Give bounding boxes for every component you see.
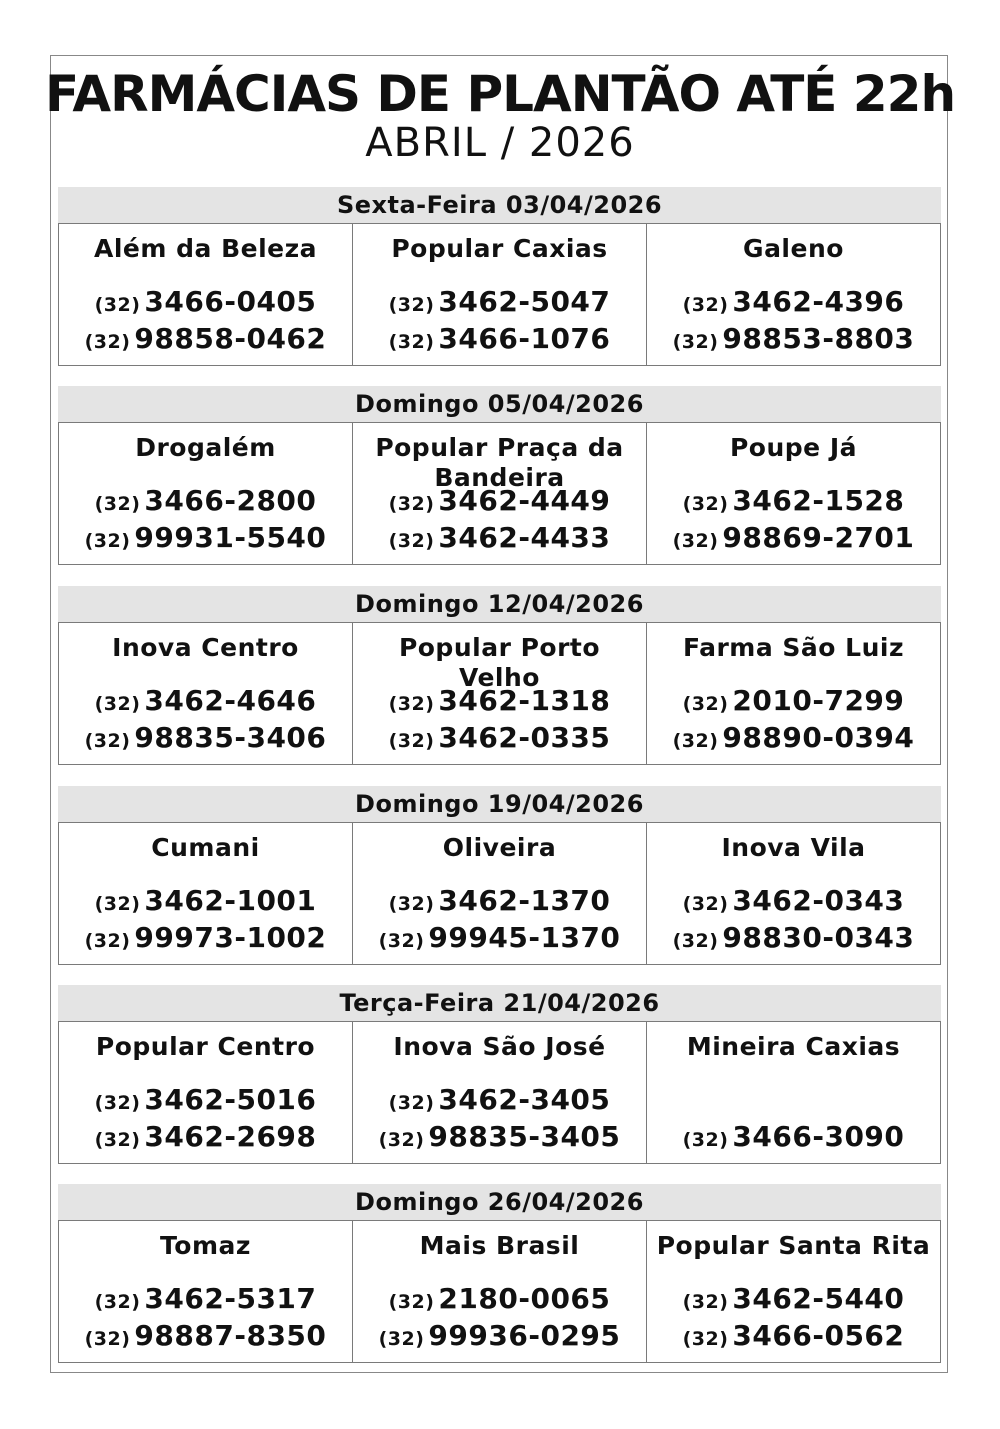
area-code: (32) bbox=[388, 294, 435, 316]
phone-digits: 3462-2698 bbox=[144, 1120, 317, 1153]
pharmacy-name: Popular Praça da Bandeira bbox=[375, 433, 624, 492]
day-section bbox=[58, 386, 941, 565]
pharmacy-name: Além da Beleza bbox=[93, 234, 318, 263]
phone-list bbox=[353, 285, 646, 359]
area-code: (32) bbox=[388, 1291, 435, 1313]
phone-number bbox=[353, 721, 646, 758]
phone-digits: 98869-2701 bbox=[722, 521, 915, 554]
pharmacy-name: Popular Porto Velho bbox=[398, 633, 601, 692]
area-code: (32) bbox=[682, 1291, 729, 1313]
phone-digits: 98835-3405 bbox=[428, 1120, 621, 1153]
page-subtitle: ABRIL / 2026 bbox=[365, 120, 635, 166]
day-section bbox=[58, 786, 941, 965]
area-code: (32) bbox=[94, 693, 141, 715]
phone-digits: 3462-5016 bbox=[144, 1083, 317, 1116]
phone-number bbox=[353, 285, 646, 322]
area-code: (32) bbox=[388, 730, 435, 752]
area-code: (32) bbox=[84, 1328, 131, 1350]
pharmacy-name: Tomaz bbox=[160, 1231, 251, 1260]
pharmacy-card bbox=[353, 224, 647, 365]
phone-number bbox=[647, 285, 940, 322]
phone-digits: 98887-8350 bbox=[134, 1319, 327, 1352]
area-code: (32) bbox=[672, 331, 719, 353]
pharmacy-card bbox=[647, 823, 940, 964]
phone-list bbox=[59, 484, 352, 558]
day-section bbox=[58, 985, 941, 1164]
phone-list bbox=[59, 884, 352, 958]
phone-digits: 3462-1528 bbox=[732, 484, 905, 517]
phone-digits: 3462-0335 bbox=[438, 721, 611, 754]
area-code: (32) bbox=[388, 530, 435, 552]
day-header: Domingo 12/04/2026 bbox=[58, 586, 941, 622]
phone-number bbox=[59, 521, 352, 558]
phone-digits: 99936-0295 bbox=[428, 1319, 621, 1352]
area-code: (32) bbox=[388, 493, 435, 515]
area-code: (32) bbox=[94, 493, 141, 515]
phone-digits: 3462-4396 bbox=[732, 285, 905, 318]
day-header: Domingo 19/04/2026 bbox=[58, 786, 941, 822]
phone-digits: 99945-1370 bbox=[428, 921, 621, 954]
phone-digits: 98858-0462 bbox=[134, 322, 327, 355]
phone-digits: 99973-1002 bbox=[134, 921, 327, 954]
phone-digits: 3466-1076 bbox=[438, 322, 611, 355]
phone-digits: 3462-3405 bbox=[438, 1083, 611, 1116]
area-code: (32) bbox=[84, 730, 131, 752]
area-code: (32) bbox=[388, 893, 435, 915]
pharmacy-name: Farma São Luiz bbox=[682, 633, 905, 662]
phone-number bbox=[647, 484, 940, 521]
pharmacy-card bbox=[353, 423, 647, 564]
phone-digits: 2010-7299 bbox=[732, 684, 905, 717]
area-code: (32) bbox=[388, 1092, 435, 1114]
area-code: (32) bbox=[94, 1129, 141, 1151]
day-section bbox=[58, 586, 941, 765]
phone-list bbox=[59, 1282, 352, 1356]
phone-number bbox=[353, 1083, 646, 1120]
area-code: (32) bbox=[378, 1129, 425, 1151]
pharmacy-name: Mineira Caxias bbox=[686, 1032, 901, 1061]
pharmacy-card bbox=[647, 423, 940, 564]
pharmacy-card bbox=[59, 423, 353, 564]
phone-number bbox=[647, 921, 940, 958]
phone-number bbox=[647, 721, 940, 758]
pharmacy-card bbox=[59, 623, 353, 764]
phone-number bbox=[59, 721, 352, 758]
phone-digits: 3462-1370 bbox=[438, 884, 611, 917]
phone-digits: 3462-5317 bbox=[144, 1282, 317, 1315]
phone-number bbox=[59, 1120, 352, 1157]
day-header: Terça-Feira 21/04/2026 bbox=[58, 985, 941, 1021]
phone-number bbox=[59, 285, 352, 322]
pharmacy-name: Inova São José bbox=[393, 1032, 606, 1061]
pharmacy-name: Popular Centro bbox=[95, 1032, 316, 1061]
phone-number bbox=[59, 484, 352, 521]
phone-digits: 3462-1001 bbox=[144, 884, 317, 917]
phone-list bbox=[647, 285, 940, 359]
phone-digits: 3466-3090 bbox=[732, 1120, 905, 1153]
phone-number bbox=[59, 1319, 352, 1356]
phone-number bbox=[59, 684, 352, 721]
area-code: (32) bbox=[682, 693, 729, 715]
phone-number bbox=[59, 1282, 352, 1319]
area-code: (32) bbox=[682, 493, 729, 515]
area-code: (32) bbox=[94, 893, 141, 915]
phone-digits: 98853-8803 bbox=[722, 322, 915, 355]
phone-digits: 2180-0065 bbox=[438, 1282, 611, 1315]
pharmacy-card bbox=[353, 1022, 647, 1163]
pharmacy-card bbox=[59, 1022, 353, 1163]
pharmacy-name: Inova Vila bbox=[721, 833, 866, 862]
phone-number bbox=[353, 1282, 646, 1319]
phone-list bbox=[647, 484, 940, 558]
area-code: (32) bbox=[672, 730, 719, 752]
phone-digits: 98835-3406 bbox=[134, 721, 327, 754]
phone-digits: 3462-4433 bbox=[438, 521, 611, 554]
pharmacy-card bbox=[59, 224, 353, 365]
phone-number bbox=[353, 884, 646, 921]
phone-list bbox=[353, 1282, 646, 1356]
day-header: Domingo 05/04/2026 bbox=[58, 386, 941, 422]
pharmacy-card bbox=[59, 823, 353, 964]
area-code: (32) bbox=[682, 1129, 729, 1151]
phone-list bbox=[59, 684, 352, 758]
phone-digits: 3462-5440 bbox=[732, 1282, 905, 1315]
phone-number bbox=[353, 1319, 646, 1356]
pharmacy-name: Galeno bbox=[743, 234, 844, 263]
pharmacy-name: Popular Caxias bbox=[391, 234, 608, 263]
area-code: (32) bbox=[672, 530, 719, 552]
phone-digits: 3462-1318 bbox=[438, 684, 611, 717]
phone-number bbox=[647, 322, 940, 359]
pharmacy-card bbox=[647, 1022, 940, 1163]
phone-number bbox=[353, 322, 646, 359]
phone-number bbox=[353, 521, 646, 558]
area-code: (32) bbox=[682, 294, 729, 316]
pharmacy-row bbox=[58, 223, 941, 366]
phone-list bbox=[59, 1083, 352, 1157]
pharmacy-card bbox=[647, 224, 940, 365]
pharmacy-row bbox=[58, 622, 941, 765]
pharmacy-row bbox=[58, 422, 941, 565]
area-code: (32) bbox=[94, 294, 141, 316]
phone-number bbox=[647, 1282, 940, 1319]
phone-digits: 3462-4646 bbox=[144, 684, 317, 717]
area-code: (32) bbox=[672, 930, 719, 952]
phone-digits: 3462-5047 bbox=[438, 285, 611, 318]
pharmacy-name: Poupe Já bbox=[729, 433, 858, 462]
day-section bbox=[58, 187, 941, 366]
pharmacy-name: Drogalém bbox=[135, 433, 276, 462]
phone-number bbox=[59, 921, 352, 958]
phone-digits: 3462-4449 bbox=[438, 484, 611, 517]
area-code: (32) bbox=[94, 1092, 141, 1114]
phone-list bbox=[353, 884, 646, 958]
area-code: (32) bbox=[84, 930, 131, 952]
phone-list bbox=[353, 684, 646, 758]
area-code: (32) bbox=[94, 1291, 141, 1313]
area-code: (32) bbox=[378, 930, 425, 952]
area-code: (32) bbox=[84, 331, 131, 353]
pharmacy-row bbox=[58, 822, 941, 965]
phone-number bbox=[353, 684, 646, 721]
day-section bbox=[58, 1184, 941, 1363]
pharmacy-card bbox=[353, 623, 647, 764]
phone-digits: 99931-5540 bbox=[134, 521, 327, 554]
area-code: (32) bbox=[682, 893, 729, 915]
area-code: (32) bbox=[84, 530, 131, 552]
phone-digits: 3466-0562 bbox=[732, 1319, 905, 1352]
phone-number bbox=[353, 484, 646, 521]
pharmacy-card bbox=[353, 823, 647, 964]
phone-list bbox=[647, 1120, 940, 1157]
pharmacy-card bbox=[353, 1221, 647, 1362]
phone-number bbox=[353, 921, 646, 958]
pharmacy-name: Oliveira bbox=[442, 833, 557, 862]
phone-digits: 3466-2800 bbox=[144, 484, 317, 517]
pharmacy-name: Cumani bbox=[151, 833, 260, 862]
phone-number bbox=[647, 521, 940, 558]
phone-number bbox=[59, 884, 352, 921]
phone-list bbox=[353, 484, 646, 558]
phone-number bbox=[647, 684, 940, 721]
pharmacy-row bbox=[58, 1220, 941, 1363]
phone-number bbox=[353, 1120, 646, 1157]
phone-digits: 98890-0394 bbox=[722, 721, 915, 754]
phone-list bbox=[59, 285, 352, 359]
phone-number bbox=[647, 1319, 940, 1356]
pharmacy-card bbox=[647, 1221, 940, 1362]
phone-list bbox=[647, 684, 940, 758]
page-title: FARMÁCIAS DE PLANTÃO ATÉ 22h bbox=[44, 65, 956, 123]
day-header: Sexta-Feira 03/04/2026 bbox=[58, 187, 941, 223]
phone-list bbox=[647, 1282, 940, 1356]
area-code: (32) bbox=[388, 331, 435, 353]
phone-digits: 3462-0343 bbox=[732, 884, 905, 917]
area-code: (32) bbox=[682, 1328, 729, 1350]
phone-number bbox=[59, 322, 352, 359]
phone-list bbox=[647, 884, 940, 958]
pharmacy-name: Inova Centro bbox=[112, 633, 299, 662]
pharmacy-card bbox=[647, 623, 940, 764]
area-code: (32) bbox=[388, 693, 435, 715]
phone-digits: 3466-0405 bbox=[144, 285, 317, 318]
phone-number bbox=[59, 1083, 352, 1120]
pharmacy-row bbox=[58, 1021, 941, 1164]
phone-number bbox=[647, 884, 940, 921]
area-code: (32) bbox=[378, 1328, 425, 1350]
pharmacy-card bbox=[59, 1221, 353, 1362]
phone-digits: 98830-0343 bbox=[722, 921, 915, 954]
day-header: Domingo 26/04/2026 bbox=[58, 1184, 941, 1220]
pharmacy-name: Mais Brasil bbox=[419, 1231, 580, 1260]
pharmacy-name: Popular Santa Rita bbox=[656, 1231, 931, 1260]
phone-number bbox=[647, 1120, 940, 1157]
phone-list bbox=[353, 1083, 646, 1157]
